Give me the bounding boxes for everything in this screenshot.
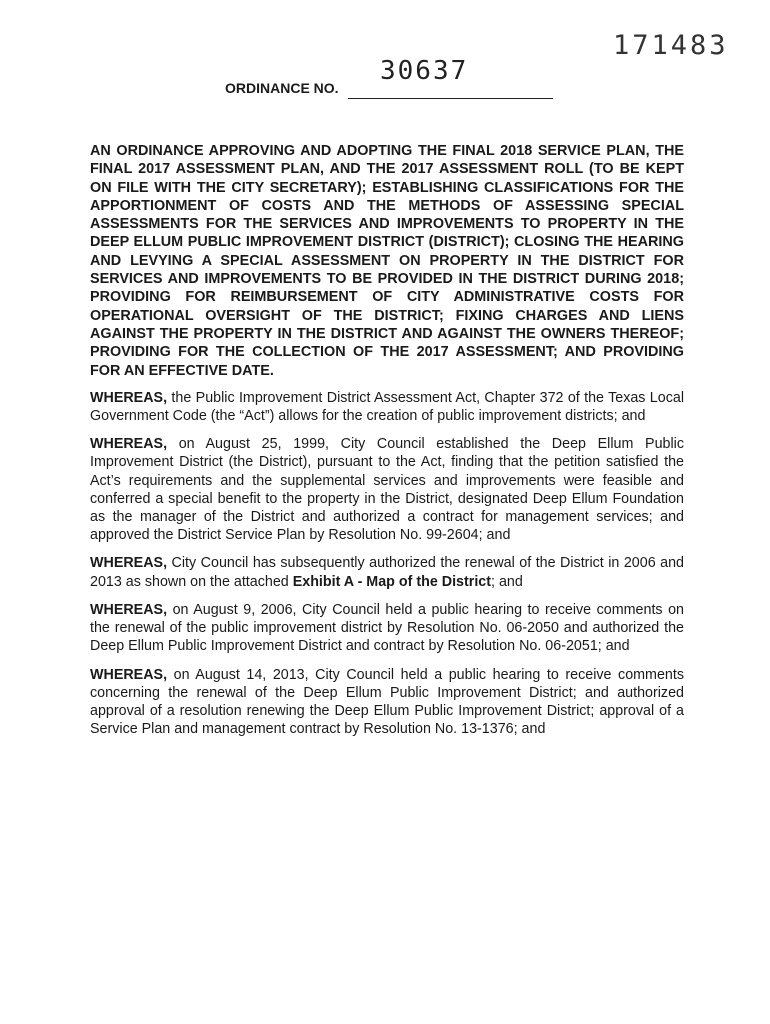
whereas-lead: WHEREAS, <box>90 601 168 618</box>
whereas-lead: WHEREAS, <box>90 666 168 683</box>
whereas-paragraph <box>90 435 684 544</box>
ordinance-title: AN ORDINANCE APPROVING AND ADOPTING THE FINAL 2018 SERVICE PLAN, THE FINAL 2017 ASSESSMENT PLAN, AND THE 2017 ASSESSMENT ROLL (TO BE KEPT ON FILE WITH THE CITY SECRETARY); ESTABLISHING CLASSIFICATIONS FOR THE APPORTIONMENT OF COSTS AND THE METHODS OF ASSESSING SPECIAL ASSESSMENTS FOR THE SERVICES AND IMPROVEMENTS TO PROPERTY IN THE DEEP ELLUM PUBLIC IMPROVEMENT DISTRICT (DISTRICT); CLOSING THE HEARING AND LEVYING A SPECIAL ASSESSMENT ON PROPERTY IN THE DISTRICT FOR SERVICES AND IMPROVEMENTS TO BE PROVIDED IN THE DISTRICT DURING 2018; PROVIDING FOR REIMBURSEMENT OF CITY ADMINISTRATIVE COSTS FOR OPERATIONAL OVERSIGHT OF THE DISTRICT; FIXING CHARGES AND LIENS AGAINST THE PROPERTY IN THE DISTRICT AND AGAINST THE OWNERS THEREOF; PROVIDING FOR THE COLLECTION OF THE 2017 ASSESSMENT; AND PROVIDING FOR AN EFFECTIVE DATE. <box>90 143 684 379</box>
whereas-text: the Public Improvement District Assessment Act, Chapter 372 of the Texas Local Government Code (the “Act”) allows for the creation of public improvement districts; and <box>90 389 684 425</box>
whereas-lead: WHEREAS, <box>90 436 168 453</box>
whereas-text: on August 14, 2013, City Council held a public hearing to receive comments concerning the renewal of the Deep Ellum Public Improvement District; and authorized approval of a resolution renewing the Deep Ellum Public Improvement District; approval of a Service Plan and management contract by Resolution No. 13-1376; and <box>90 666 684 738</box>
ordinance-label: ORDINANCE NO. <box>225 80 339 96</box>
document-stamp-number: 171483 <box>613 30 729 61</box>
whereas-paragraph <box>90 389 684 425</box>
exhibit-reference: Exhibit A - Map of the District <box>292 573 492 590</box>
ordinance-number-underline <box>348 98 553 99</box>
whereas-paragraph <box>90 601 684 656</box>
whereas-tail: ; and <box>491 573 523 590</box>
ordinance-number-handwritten: 30637 <box>380 56 469 86</box>
document-body <box>90 142 684 748</box>
whereas-paragraph <box>90 666 684 739</box>
whereas-text: on August 9, 2006, City Council held a public hearing to receive comments on the renewal of the public improvement district by Resolution No. 06-2050 and authorized the Deep Ellum Public Improvement District and contract by Resolution No. 06-2051; and <box>90 601 684 655</box>
whereas-paragraph <box>90 554 684 590</box>
whereas-text: on August 25, 1999, City Council established the Deep Ellum Public Improvement District (the District), pursuant to the Act, finding that the petition satisfied the Act’s requirements and the supplemental services and improvements were feasible and conferred a special benefit to the property in the District, designated Deep Ellum Foundation as the manager of the District and authorized a contract for management services; and approved the District Service Plan by Resolution No. 99-2604; and <box>90 436 684 544</box>
whereas-lead: WHEREAS, <box>90 555 168 572</box>
whereas-text: City Council has subsequently authorized the renewal of the District in 2006 and 2013 as shown on the attached <box>90 555 684 590</box>
whereas-lead: WHEREAS, <box>90 389 168 406</box>
